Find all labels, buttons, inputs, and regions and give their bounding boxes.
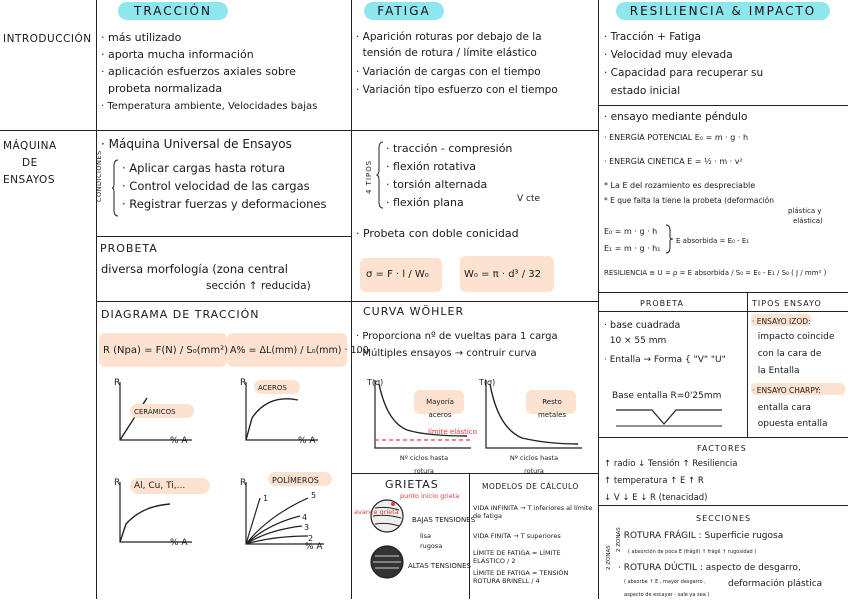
resil-intro: · Tracción + Fatiga	[604, 31, 701, 43]
header-fatiga: FATIGA	[364, 2, 444, 20]
brace-icon	[664, 223, 674, 255]
e0-line: E₀ = m · g · h	[604, 227, 658, 236]
rotura-ductil-sub: ( absorbe ↑ E , mayor desgarro , aspecto de escayar - sale ya sea )	[624, 579, 710, 598]
label-maquina-3: ENSAYOS	[3, 174, 55, 186]
tipo-ensayo-item: entalla cara	[752, 403, 812, 413]
probeta-resil-title: PROBETA	[640, 299, 684, 308]
grid-line	[351, 0, 352, 599]
tipo-item: · flexión rotativa	[386, 160, 476, 173]
modelo-item: VIDA INFINITA → T inferiores al límite de fatiga	[473, 504, 593, 520]
label-altas: ALTAS TENSIONES	[408, 562, 471, 570]
label-metales: Al, Cu, Ti,...	[134, 481, 186, 491]
diagrama-title: DIAGRAMA DE TRACCIÓN	[101, 308, 260, 321]
intro-line: probeta normalizada	[101, 82, 223, 95]
grietas-title: GRIETAS	[385, 478, 439, 491]
label-bajas: BAJAS TENSIONES	[412, 516, 476, 524]
condiciones-label: CONDICIONES	[95, 150, 103, 202]
rotura-fragil-sub: ( absorción de poca E (frágil) ↑ frágil ↑ rugosidad )	[628, 549, 757, 555]
rotura-ductil-2: deformación plástica	[728, 579, 823, 589]
resil-intro: · Velocidad muy elevada	[604, 49, 733, 61]
tipo-ensayo-item: · ENSAYO IZOD:	[752, 317, 811, 326]
resil-intro: · Capacidad para recuperar su	[604, 67, 764, 79]
eabs-line: E absorbida = E₀ - E₁	[676, 237, 750, 245]
modelos-title: MODELOS DE CÁLCULO	[482, 482, 579, 491]
wohler-item: · Múltiples ensayos → contruir curva	[356, 348, 537, 359]
factores-title: FACTORES	[697, 444, 747, 453]
formula-r: R (Npa) = F(N) / S₀(mm²)	[103, 345, 229, 356]
intro-line: · aplicación esfuerzos axiales sobre	[101, 65, 296, 78]
fatiga-intro: · Aparición roturas por debajo de la	[356, 31, 542, 43]
tipo-item: · torsión alternada	[386, 178, 488, 191]
grid-line	[598, 0, 599, 599]
tipo-ensayo-item: opuesta entalla	[752, 419, 828, 429]
tipo-ensayo-item: · ENSAYO CHARPY:	[752, 386, 821, 395]
brace-icon	[112, 158, 122, 218]
grid-line	[0, 130, 598, 131]
secciones-title: SECCIONES	[696, 514, 752, 523]
resiliencia-formula: RESILIENCIA ≡ U = ρ = E absorbida / S₀ = E₀ - E₁ / S₀ ( J / mm² )	[604, 269, 827, 277]
modelo-item: VIDA FINITA → T superiores	[473, 532, 561, 540]
nota-rozamiento: * La E del rozamiento es despreciable	[604, 181, 756, 190]
modelos-side: 2 ZONAS	[606, 545, 612, 570]
tipo-ensayo-item: impacto coincide	[752, 332, 835, 342]
label-lisa: lisa	[420, 532, 431, 540]
formula-w: W₀ = π · d³ / 32	[464, 269, 541, 280]
formula-sigma: σ = F · l / W₀	[366, 269, 429, 280]
intro-line: · aporta mucha información	[101, 48, 254, 61]
plot-polimeros	[238, 480, 333, 550]
crack-low-icon	[369, 498, 409, 538]
tipo-ensayo-item: la Entalla	[752, 366, 800, 376]
probeta-item: Base entalla R=0'25mm	[612, 391, 722, 401]
label-introduccion: INTRODUCCIÓN	[3, 33, 92, 45]
maquina-title: · Máquina Universal de Ensayos	[101, 137, 292, 151]
a-label: % A	[170, 436, 188, 446]
fatiga-intro: tensión de rotura / límite elástico	[356, 47, 537, 59]
notch-icon	[612, 404, 732, 434]
energia-potencial: · ENERGÍA POTENCIAL E₀ = m · g · h	[604, 133, 749, 142]
probeta-item: · base cuadrada	[604, 320, 681, 331]
resil-intro: estado inicial	[604, 85, 681, 97]
pendulo-line: · ensayo mediante péndulo	[604, 111, 748, 123]
factor-item: ↓ V ↓ E ↓ R (tenacidad)	[604, 493, 708, 503]
probeta-conicidad: · Probeta con doble conicidad	[356, 227, 519, 240]
maquina-item: · Aplicar cargas hasta rotura	[122, 161, 286, 175]
label-aceros: ACEROS	[258, 384, 287, 392]
r-label: R	[114, 478, 121, 488]
r-label: R	[114, 378, 121, 388]
rotura-ductil: · ROTURA DÚCTIL : aspecto de desgarro,	[618, 563, 801, 573]
wohler-title: CURVA WÖHLER	[363, 305, 465, 318]
vcte-label: V cte	[517, 194, 541, 204]
tipos-ensayo-title: TIPOS ENSAYO	[752, 299, 822, 308]
a-label: % A	[298, 436, 316, 446]
e1-line: E₁ = m · g · h₁	[604, 244, 661, 253]
header-traccion: TRACCIÓN	[118, 2, 228, 20]
grid-line	[598, 505, 848, 506]
label-ciclos: Nº ciclos hasta rotura	[399, 454, 449, 475]
modelo-item: LÍMITE DE FATIGA ≈ LÍMITE ELÁSTICO / 2	[473, 549, 561, 565]
nota-probeta-3: elástica)	[793, 217, 823, 225]
crack-high-icon	[369, 544, 409, 584]
label-avance: avance grieta	[354, 508, 399, 516]
probeta-line: diversa morfología (zona central	[101, 262, 288, 276]
probeta-title: PROBETA	[100, 242, 158, 255]
poly-num: 4	[302, 513, 308, 522]
label-ciclos: Nº ciclos hasta rotura	[509, 454, 559, 475]
factor-item: ↑ radio ↓ Tensión ↑ Resiliencia	[604, 459, 738, 469]
nota-probeta-2: plástica y	[788, 207, 822, 215]
fatiga-intro: · Variación de cargas con el tiempo	[356, 66, 541, 78]
grid-line	[747, 292, 748, 437]
label-maquina-2: DE	[22, 157, 38, 169]
maquina-item: · Registrar fuerzas y deformaciones	[122, 197, 327, 211]
tipo-ensayo-item: con la cara de	[752, 349, 822, 359]
grid-line	[598, 311, 848, 312]
label-mayoria: Mayoría aceros	[426, 398, 454, 419]
grid-line	[598, 105, 848, 106]
r-label: R	[240, 378, 247, 388]
intro-line: · Temperatura ambiente, Velocidades bajas	[101, 101, 318, 112]
energia-cinetica: · ENERGÍA CINÉTICA E = ½ · m · v²	[604, 157, 743, 166]
tipos-label: 4 TIPOS	[365, 159, 373, 194]
label-rugosa: rugosa	[420, 542, 443, 550]
header-resiliencia: RESILIENCIA & IMPACTO	[616, 2, 830, 20]
wohler-item: · Proporciona nº de vueltas para 1 carga	[356, 331, 558, 342]
nota-probeta: * E que falta la tiene la probeta (deformación	[604, 196, 775, 205]
rotura-fragil: · ROTURA FRÁGIL : Superficie rugosa	[618, 531, 784, 541]
fatiga-intro: · Variación tipo esfuerzo con el tiempo	[356, 84, 558, 96]
grid-line	[96, 236, 351, 237]
a-label: % A	[170, 538, 188, 548]
formula-a: A% = ΔL(mm) / L₀(mm) · 100	[230, 345, 369, 356]
t-axis-label: T(σ)	[367, 378, 384, 387]
intro-line: · más utilizado	[101, 31, 182, 44]
poly-num: 1	[263, 494, 269, 503]
grid-line	[598, 292, 848, 293]
maquina-item: · Control velocidad de las cargas	[122, 179, 310, 193]
secciones-side: 2 ZONAS	[616, 527, 622, 552]
label-ceramicos: CERÁMICOS	[134, 408, 176, 416]
tipo-item: · flexión plana	[386, 196, 464, 209]
grid-line	[351, 301, 598, 302]
tipo-item: · tracción - compresión	[386, 142, 513, 155]
label-maquina-1: MÁQUINA	[3, 140, 57, 152]
poly-num: 2	[308, 534, 314, 543]
probeta-line: sección ↑ reducida)	[206, 280, 311, 292]
poly-num: 5	[311, 491, 317, 500]
grid-line	[96, 0, 97, 599]
grid-line	[469, 473, 470, 599]
grid-line	[598, 437, 848, 438]
label-polimeros: POLÍMEROS	[272, 476, 319, 485]
label-resto: Resto metales	[537, 398, 567, 419]
probeta-item: 10 × 55 mm	[604, 336, 667, 346]
modelo-item: LÍMITE DE FATIGA ≈ TENSIÓN ROTURA BRINELL / 4	[473, 569, 569, 585]
label-punto: punto inicio grieta	[400, 492, 460, 500]
label-limite: límite elástico	[428, 428, 477, 436]
probeta-item: · Entalla → Forma { "V" "U"	[604, 355, 726, 365]
grid-line	[96, 301, 351, 302]
factor-item: ↑ temperatura ↑ E ↑ R	[604, 476, 704, 486]
poly-num: 3	[304, 523, 310, 532]
t-axis-label: T(σ)	[479, 378, 496, 387]
a-label: % A	[305, 542, 323, 552]
r-label: R	[240, 478, 247, 488]
